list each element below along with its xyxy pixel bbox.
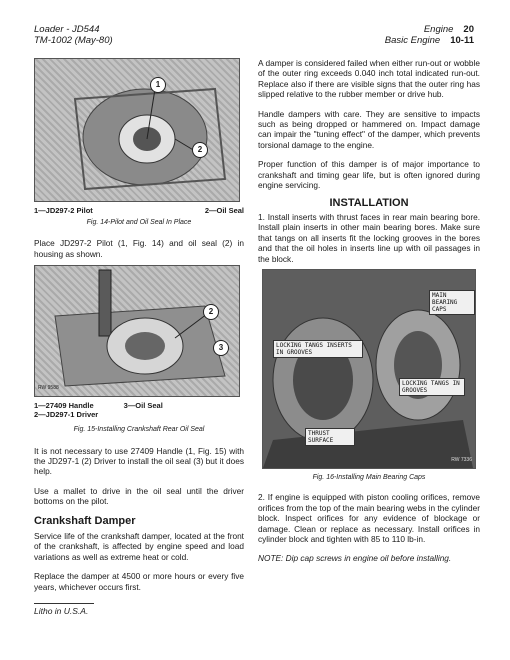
figure-15-callout-3: 3 [213,340,229,356]
right-para-4: 1. Install inserts with thrust faces in rear main bearing bore. Install plain inserts in other main bearing bores. Make sure that tangs on all inserts fit the locking grooves in the bores and that the oil holes in inserts line up with oil passages in the block. [258,211,480,264]
header-section: Engine [423,24,454,35]
figure-16-image [262,269,476,469]
header-right [385,24,474,46]
right-note: NOTE: Dip cap screws in engine oil before installing. [258,553,452,564]
figure-16-tag-locking-inserts: LOCKING TANGS INSERTS IN GROOVES [273,340,363,358]
left-para-3: Use a mallet to drive in the oil seal until the driver bottoms on the pilot. [34,485,244,507]
figure-15-code: RW 9588 [38,384,59,391]
figure-14-callout-1: 1 [150,77,166,93]
left-para-4: Service life of the crankshaft damper, located at the front of the crankshaft, is affected by engine speed and load variations as well as extreme heat or cold. [34,531,244,562]
footer-litho: Litho in U.S.A. [34,606,89,616]
figure-16-tag-main-caps: MAIN BEARING CAPS [429,290,475,315]
header-page2: 10-11 [450,35,474,46]
figure-15-legend-2: 2—JD297-1 Driver [34,410,99,420]
figure-15-legend-1: 1—27409 Handle [34,401,94,411]
figure-15-legend-row2 [34,410,244,419]
figure-15-legend-3: 3—Oil Seal [123,401,163,411]
figure-15-image [34,265,240,397]
figure-15-callout-2: 2 [203,304,219,320]
crankshaft-damper-heading: Crankshaft Damper [34,514,136,527]
figure-14-caption: Fig. 14-Pilot and Oil Seal In Place [86,219,192,226]
figure-14-legend [34,206,244,215]
figure-16-tag-thrust: THRUST SURFACE [305,428,355,446]
header-subsection: Basic Engine [384,35,441,46]
figure-16-tag-locking-tangs: LOCKING TANGS IN GROOVES [399,378,465,396]
right-para-1: A damper is considered failed when either run-out or wobble of the outer ring exceeds 0.040 inch total indicated run-out. Replace also if there are visible signs that the outer ring has slipped relative to the rubber member or drive hub. [258,58,480,100]
figure-15-legend [34,401,244,410]
header-page: 20 [463,24,474,35]
header-model: Loader - JD544 [34,24,100,35]
right-column [258,58,480,564]
installation-heading: INSTALLATION [329,197,409,210]
figure-14-callout-2: 2 [192,142,208,158]
left-para-5: Replace the damper at 4500 or more hours or every five years, whichever occurs first. [34,571,244,592]
figure-16-code: RW 7336 [451,456,472,463]
figure-14-image [34,58,240,202]
footer-rule [34,603,94,604]
figure-14-legend-2: 2—Oil Seal [204,206,244,215]
right-para-2: Handle dampers with care. They are sensitive to impacts such as being dropped or hammered on. Impact damage can impair the "tuning effect" of the damper, which prevents torsional damage to the engine. [258,108,480,150]
figure-14-legend-1: 1—JD297-2 Pilot [34,206,93,215]
left-para-2: It is not necessary to use 27409 Handle (1, Fig. 15) with the JD297-1 (2) Driver to install the oil seal (3) but it does help. [34,445,244,477]
left-para-1: Place JD297-2 Pilot (1, Fig. 14) and oil seal (2) in housing as shown. [34,238,244,259]
right-para-3: Proper function of this damper is of major importance to crankshaft and timing gear life, but is often ignored during engine servicing. [258,159,480,191]
left-column [34,58,244,592]
figure-16-caption: Fig. 16-Installing Main Bearing Caps [312,473,426,481]
right-para-5: 2. If engine is equipped with piston cooling orifices, remove orifices from the top of the main bearing webs in the cylinder block. Inspect orifices for any evidence of blockage or damage. Clean or replace as necessary. Install orifices in cylinder block and tighten with 85 to 110 lb-in. [258,492,480,544]
header-left [34,24,113,46]
figure-15-caption: Fig. 15-Installing Crankshaft Rear Oil Seal [73,426,205,434]
header-manual: TM-1002 (May-80) [34,35,113,46]
